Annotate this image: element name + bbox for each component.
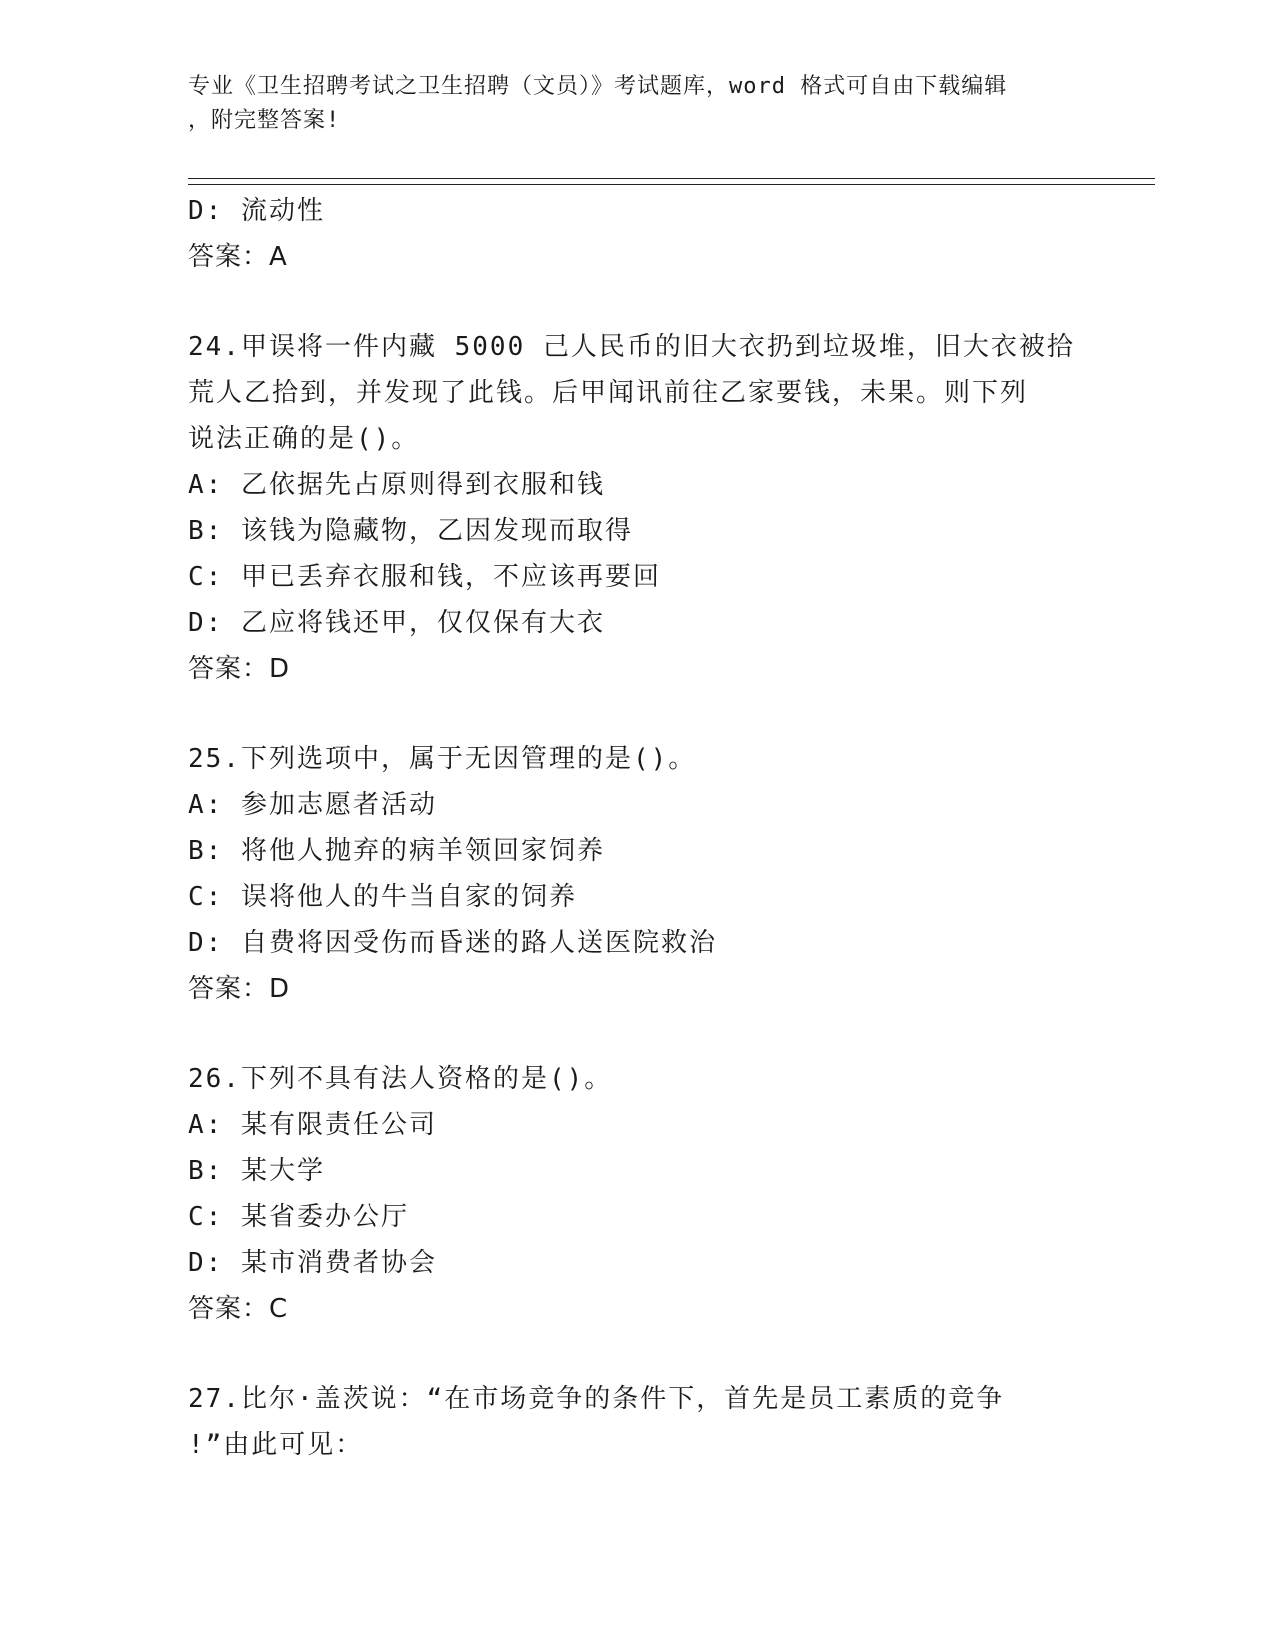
question-stem-line: 24.甲误将一件内藏 5000 己人民币的旧大衣扔到垃圾堆，旧大衣被拾 bbox=[188, 332, 1075, 362]
question-stem-line: 说法正确的是()。 bbox=[188, 424, 420, 454]
question-list bbox=[188, 188, 1088, 1468]
header-line-2: ，附完整答案! bbox=[188, 108, 341, 133]
option-a: A: 乙依据先占原则得到衣服和钱 bbox=[188, 470, 605, 500]
header-divider bbox=[188, 178, 1155, 185]
option-d: D: 流动性 bbox=[188, 196, 325, 226]
answer: 答案：D bbox=[188, 974, 291, 1004]
page-header bbox=[188, 70, 1068, 138]
option-b: B: 将他人抛弃的病羊领回家饲养 bbox=[188, 836, 605, 866]
question-stem-line: 荒人乙拾到，并发现了此钱。后甲闻讯前往乙家要钱，未果。则下列 bbox=[188, 378, 1029, 408]
question-26 bbox=[188, 1056, 1088, 1332]
answer: 答案：C bbox=[188, 1294, 289, 1324]
option-d: D: 乙应将钱还甲，仅仅保有大衣 bbox=[188, 608, 605, 638]
question-stem-line: 25.下列选项中，属于无因管理的是()。 bbox=[188, 744, 697, 774]
question-stem-line: !”由此可见： bbox=[188, 1430, 364, 1460]
previous-question-tail bbox=[188, 188, 1088, 280]
question-27 bbox=[188, 1376, 1088, 1468]
option-d: D: 某市消费者协会 bbox=[188, 1248, 437, 1278]
option-c: C: 某省委办公厅 bbox=[188, 1202, 409, 1232]
header-line-1: 专业《卫生招聘考试之卫生招聘（文员）》考试题库，word 格式可自由下载编辑 bbox=[188, 74, 1008, 99]
answer: 答案：A bbox=[188, 242, 288, 272]
option-a: A: 参加志愿者活动 bbox=[188, 790, 437, 820]
question-25 bbox=[188, 736, 1088, 1012]
question-24 bbox=[188, 324, 1088, 692]
option-c: C: 误将他人的牛当自家的饲养 bbox=[188, 882, 577, 912]
option-d: D: 自费将因受伤而昏迷的路人送医院救治 bbox=[188, 928, 717, 958]
option-c: C: 甲已丢弃衣服和钱，不应该再要回 bbox=[188, 562, 661, 592]
option-a: A: 某有限责任公司 bbox=[188, 1110, 437, 1140]
option-b: B: 某大学 bbox=[188, 1156, 325, 1186]
question-stem-line: 27.比尔·盖茨说：“在市场竞争的条件下，首先是员工素质的竞争 bbox=[188, 1384, 1005, 1414]
option-b: B: 该钱为隐藏物，乙因发现而取得 bbox=[188, 516, 633, 546]
question-stem-line: 26.下列不具有法人资格的是()。 bbox=[188, 1064, 613, 1094]
answer: 答案：D bbox=[188, 654, 291, 684]
